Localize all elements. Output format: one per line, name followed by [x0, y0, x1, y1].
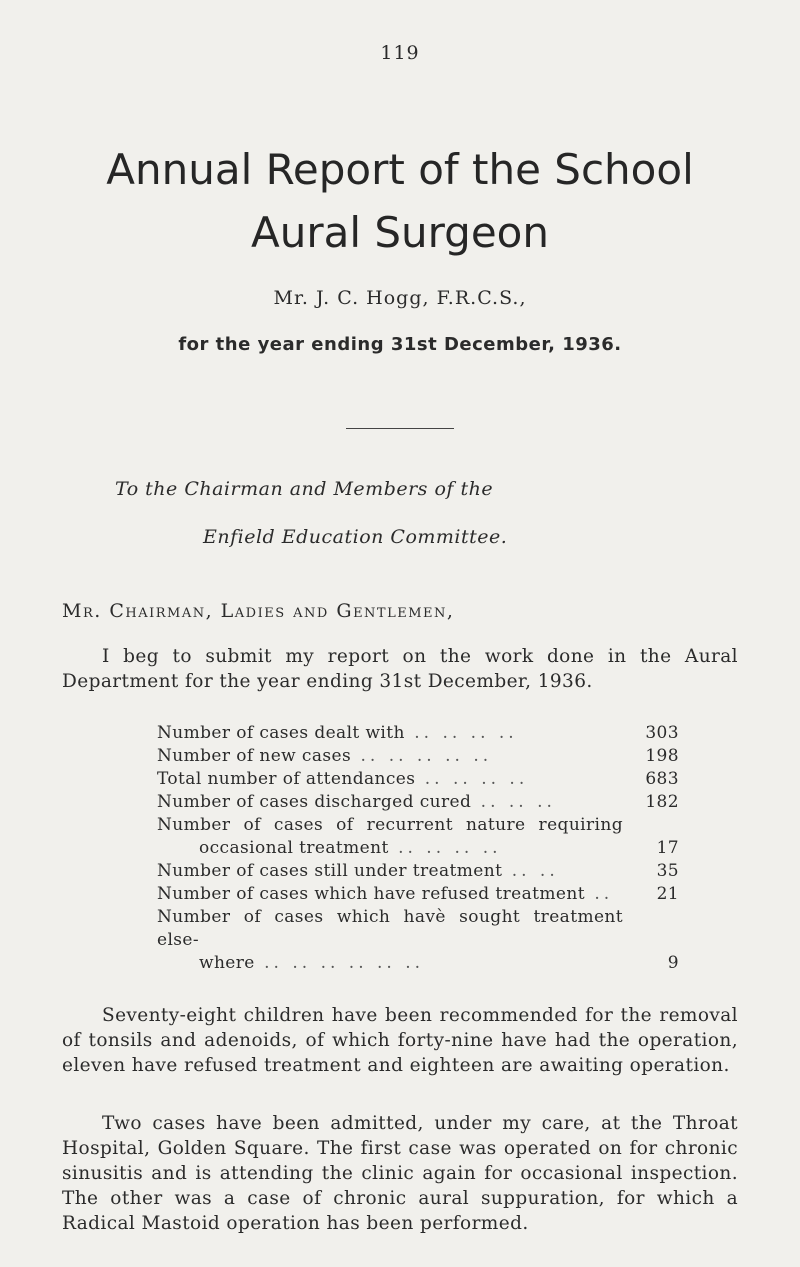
stat-row — [157, 745, 679, 768]
stat-value: 303 — [645, 723, 679, 743]
stat-row — [157, 906, 679, 975]
address-line-1: To the Chairman and Members of the — [115, 478, 494, 500]
stat-value: 35 — [656, 861, 679, 881]
leader-dots: .. .. .. .. — [404, 723, 518, 743]
report-period: for the year ending 31st December, 1936. — [178, 334, 622, 355]
stat-label: Number of cases which have refused treatment — [157, 884, 585, 904]
tonsils-paragraph: Seventy-eight children have been recommended for the removal of tonsils and adenoids, of which forty-nine have had the operation, eleven have refused treatment and eighteen are awaiting operation. — [62, 1005, 738, 1076]
stat-label: Number of cases still under treatment — [157, 861, 503, 881]
leader-dots: .. .. .. .. — [415, 769, 529, 789]
stat-value: 21 — [656, 884, 679, 904]
stat-label: Number of cases which havè sought treatment else- — [157, 907, 623, 950]
stat-label: Number of new cases — [157, 746, 352, 766]
hospital-paragraph: Two cases have been admitted, under my care, at the Throat Hospital, Golden Square. The first case was operated on for chronic sinusitis and is attending the clinic again for occasional inspection. The other was a case of chronic aural suppuration, for which a Radical Mastoid operation has been performed. — [62, 1113, 738, 1234]
report-title-line-1: Annual Report of the School — [106, 145, 694, 194]
divider — [346, 428, 454, 429]
leader-dots: .. — [584, 884, 614, 904]
stat-label: Number of cases discharged cured — [157, 792, 472, 812]
stat-row — [157, 860, 679, 883]
stat-row — [157, 883, 679, 906]
leader-dots: .. .. — [502, 861, 559, 881]
address-line-2: Enfield Education Committee. — [203, 526, 508, 548]
stat-label: Number of cases of recurrent nature requiring — [157, 815, 623, 835]
leader-dots: .. .. .. .. .. — [351, 746, 493, 766]
stat-row — [157, 722, 679, 745]
stat-label: Total number of attendances — [157, 769, 416, 789]
stat-value: 9 — [667, 953, 679, 973]
stat-label-continued: occasional treatment — [199, 838, 389, 858]
report-title-line-2: Aural Surgeon — [251, 208, 549, 257]
leader-dots: .. .. .. .. — [388, 838, 502, 858]
statistics-table — [157, 722, 679, 975]
surgeon-name: Mr. J. C. Hogg, F.R.C.S., — [273, 287, 527, 309]
stat-row — [157, 768, 679, 791]
stat-value: 17 — [656, 838, 679, 858]
stat-value: 683 — [645, 769, 679, 789]
stat-row — [157, 814, 679, 860]
stat-label-continued: where — [199, 953, 255, 973]
page-number: 119 — [380, 42, 420, 64]
intro-paragraph: I beg to submit my report on the work done in the Aural Department for the year ending 31st December, 1936. — [62, 646, 738, 692]
stat-value: 182 — [645, 792, 679, 812]
leader-dots: .. .. .. .. .. .. — [254, 953, 425, 973]
leader-dots: .. .. .. — [471, 792, 556, 812]
stat-row — [157, 791, 679, 814]
stat-label: Number of cases dealt with — [157, 723, 405, 743]
salutation: Mr. Chairman, Ladies and Gentlemen, — [62, 600, 455, 622]
stat-value: 198 — [645, 746, 679, 766]
